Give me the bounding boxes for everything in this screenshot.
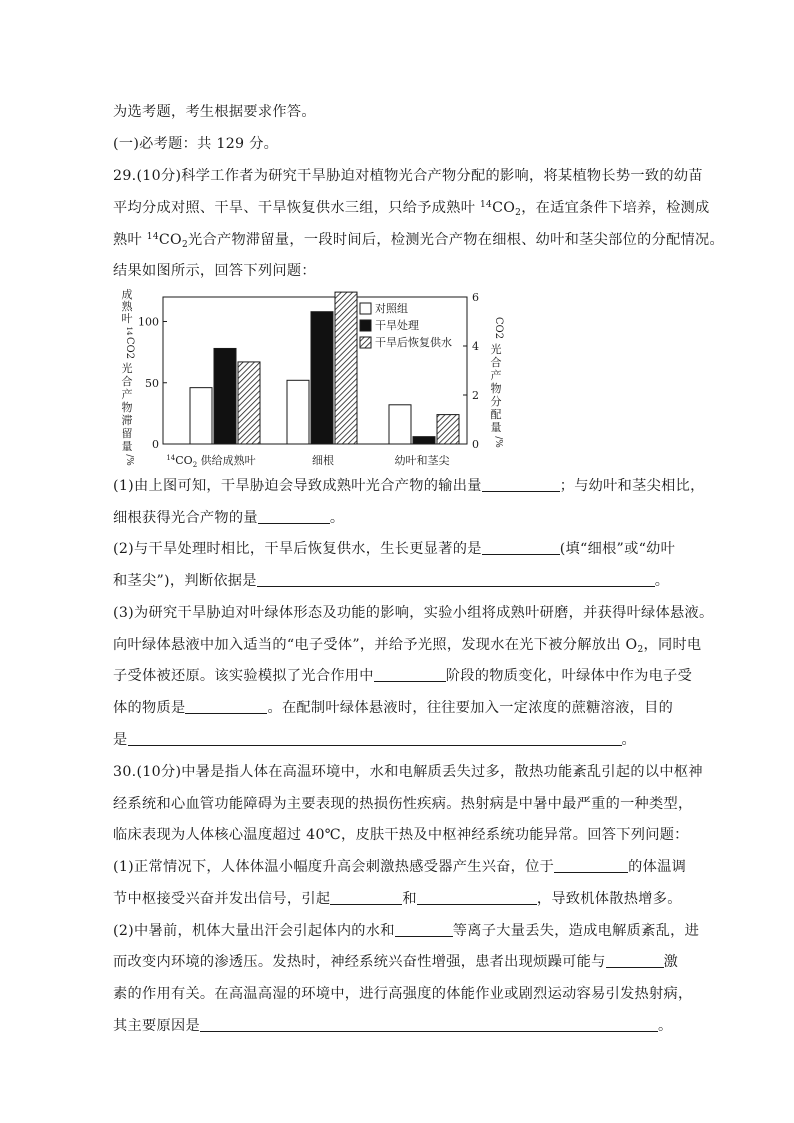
bar-chart [113, 288, 513, 473]
q30-line-1: 30.(10分)中暑是指人体在高温环境中，水和电解质丢失过多，散热功能紊乱引起的以中枢神 [113, 764, 703, 780]
right-tick-label: 2 [472, 389, 479, 402]
q29-sub3-line-5: 是 。 [113, 732, 636, 748]
left-axis-title-char: /% [124, 454, 134, 466]
legend-swatch-control [360, 303, 371, 314]
right-axis-title-char: CO2 [493, 316, 504, 340]
left-axis-title-char: 量 [121, 440, 133, 453]
q30-sub2-line-1: (2)中暑前，机体大量出汗会引起体内的水和 等离子大量丢失，造成电解质紊乱，进 [113, 923, 700, 939]
bar [413, 437, 435, 444]
left-tick-label: 50 [145, 376, 159, 390]
legend-swatch-drought [360, 320, 371, 331]
q30-sub2-line-3: 素的作用有关。在高温高湿的环境中，进行高强度的体能作业或剧烈运动容易引发热射病， [113, 986, 693, 1002]
category-label: $^{14}CO_2$ 供给成熟叶 [166, 454, 256, 469]
right-axis-title-char: 分 [490, 395, 502, 408]
q29-sub3-line-2: 向叶绿体悬液中加入适当的“电子受体”，并给予光照，发现水在光下被分解放出 $O_2$，同时电 [113, 637, 702, 655]
left-axis-title-char: 成 [121, 288, 133, 301]
right-tick-label: 6 [472, 291, 479, 304]
legend [360, 301, 452, 349]
bar [335, 292, 357, 444]
right-axis-title-char: 产 [490, 369, 502, 382]
left-axis-title-char: 留 [121, 427, 133, 440]
bar [214, 348, 236, 444]
right-axis-title-char: 合 [490, 356, 502, 369]
answer-blank[interactable] [374, 667, 446, 682]
q29-line-1: 29.(10分)科学工作者为研究干旱胁迫对植物光合产物分配的影响，将某植物长势一致的幼苗 [113, 168, 703, 184]
right-axis-ticks [463, 291, 479, 451]
q29-sub3-line-4: 体的物质是 。在配制叶绿体悬液时，往往要加入一定浓度的蔗糖溶液，目的 [113, 700, 674, 716]
answer-blank[interactable] [258, 509, 330, 524]
q29-line-3: 熟叶 $^{14}CO_2$光合产物滞留量，一段时间后，检测光合产物在细根、幼叶和茎尖部位的分配情况。 [113, 232, 725, 250]
right-tick-label: 0 [472, 438, 479, 451]
legend-swatch-recovery [360, 337, 371, 348]
left-axis-title-char: 熟 [121, 300, 133, 313]
q29-sub2-line-2: 和茎尖”)，判断依据是 。 [113, 573, 670, 589]
intro-line-1: 为选考题，考生根据要求作答。 [113, 104, 316, 120]
q30-line-3: 临床表现为人体核心温度超过 40℃，皮肤干热及中枢神经系统功能异常。回答下列问题： [113, 827, 689, 843]
q30-line-2: 经系统和心血管功能障碍为主要表现的热损伤性疾病。热射病是中暑中最严重的一种类型， [113, 796, 693, 812]
right-axis-title-char: /% [493, 436, 503, 448]
bar [437, 415, 459, 444]
legend-label: 干旱后恢复供水 [375, 336, 452, 349]
right-axis-title-char: 量 [490, 421, 502, 434]
answer-blank[interactable] [554, 858, 628, 873]
bar [190, 388, 212, 444]
left-axis-title [122, 288, 136, 466]
right-axis-title [491, 317, 505, 448]
q29-line-4: 结果如图所示，回答下列问题： [113, 263, 316, 279]
left-axis-title-char: 合 [121, 375, 133, 388]
bar [389, 405, 411, 444]
bar [287, 380, 309, 444]
answer-blank[interactable] [185, 699, 267, 714]
left-tick-label: 100 [138, 315, 159, 329]
left-axis-title-char: CO2 [124, 336, 135, 360]
answer-blank[interactable] [257, 572, 655, 587]
answer-blank[interactable] [417, 890, 537, 905]
q30-sub1-line-2: 节中枢接受兴奋并发出信号，引起 和 ，导致机体散热增多。 [113, 891, 682, 907]
q30-sub2-line-2: 而改变内环境的渗透压。发热时，神经系统兴奋性增强，患者出现烦躁可能与 激 [113, 954, 679, 970]
answer-blank[interactable] [482, 477, 560, 492]
q29-sub3-line-3: 子受体被还原。该实验模拟了光合作用中 阶段的物质变化，叶绿体中作为电子受 [113, 668, 693, 684]
answer-blank[interactable] [200, 1017, 658, 1032]
right-axis-title-char: 物 [490, 382, 502, 395]
left-axis-title-char: 叶 [121, 312, 133, 325]
left-axis-title-char: 滞 [121, 414, 133, 427]
q30-sub1-line-1: (1)正常情况下，人体体温小幅度升高会刺激热感受器产生兴奋，位于 的体温调 [113, 859, 687, 875]
answer-blank[interactable] [395, 922, 453, 937]
category-labels [166, 453, 449, 469]
right-axis-title-char: 光 [490, 343, 502, 356]
q29-sub1-line-1: (1)由上图可知，干旱胁迫会导致成熟叶光合产物的输出量 ；与幼叶和茎尖相比， [113, 478, 705, 494]
answer-blank[interactable] [482, 540, 560, 555]
bar [311, 312, 333, 444]
legend-label: 对照组 [375, 302, 408, 315]
answer-blank[interactable] [128, 731, 622, 746]
category-label: 细根 [312, 454, 334, 467]
intro-line-2: (一)必考题：共 129 分。 [113, 136, 279, 152]
bars [190, 292, 459, 444]
right-axis-title-char: 配 [490, 408, 502, 421]
left-tick-label: 0 [152, 438, 159, 451]
q29-line-2: 平均分成对照、干旱、干旱恢复供水三组，只给予成熟叶 $^{14}CO_2$，在适宜条件下培养，检测成 [113, 200, 710, 218]
q30-sub2-line-4: 其主要原因是 。 [113, 1018, 673, 1034]
left-axis-title-char: 产 [121, 388, 133, 401]
q29-sub1-line-2: 细根获得光合产物的量 。 [113, 510, 345, 526]
left-axis-title-char: 物 [121, 401, 133, 414]
left-axis-title-char: 光 [121, 362, 133, 375]
category-label: 幼叶和茎尖 [394, 454, 450, 467]
left-axis-title-char: 14 [125, 326, 133, 336]
q29-sub2-line-1: (2)与干旱处理时相比，干旱后恢复供水，生长更显著的是 (填“细根”或“幼叶 [113, 541, 676, 557]
legend-label: 干旱处理 [375, 319, 419, 332]
answer-blank[interactable] [606, 953, 664, 968]
bar [238, 362, 260, 444]
answer-blank[interactable] [330, 890, 402, 905]
q29-sub3-line-1: (3)为研究干旱胁迫对叶绿体形态及功能的影响，实验小组将成熟叶研磨，并获得叶绿体悬液。 [113, 605, 714, 621]
right-tick-label: 4 [472, 340, 479, 353]
